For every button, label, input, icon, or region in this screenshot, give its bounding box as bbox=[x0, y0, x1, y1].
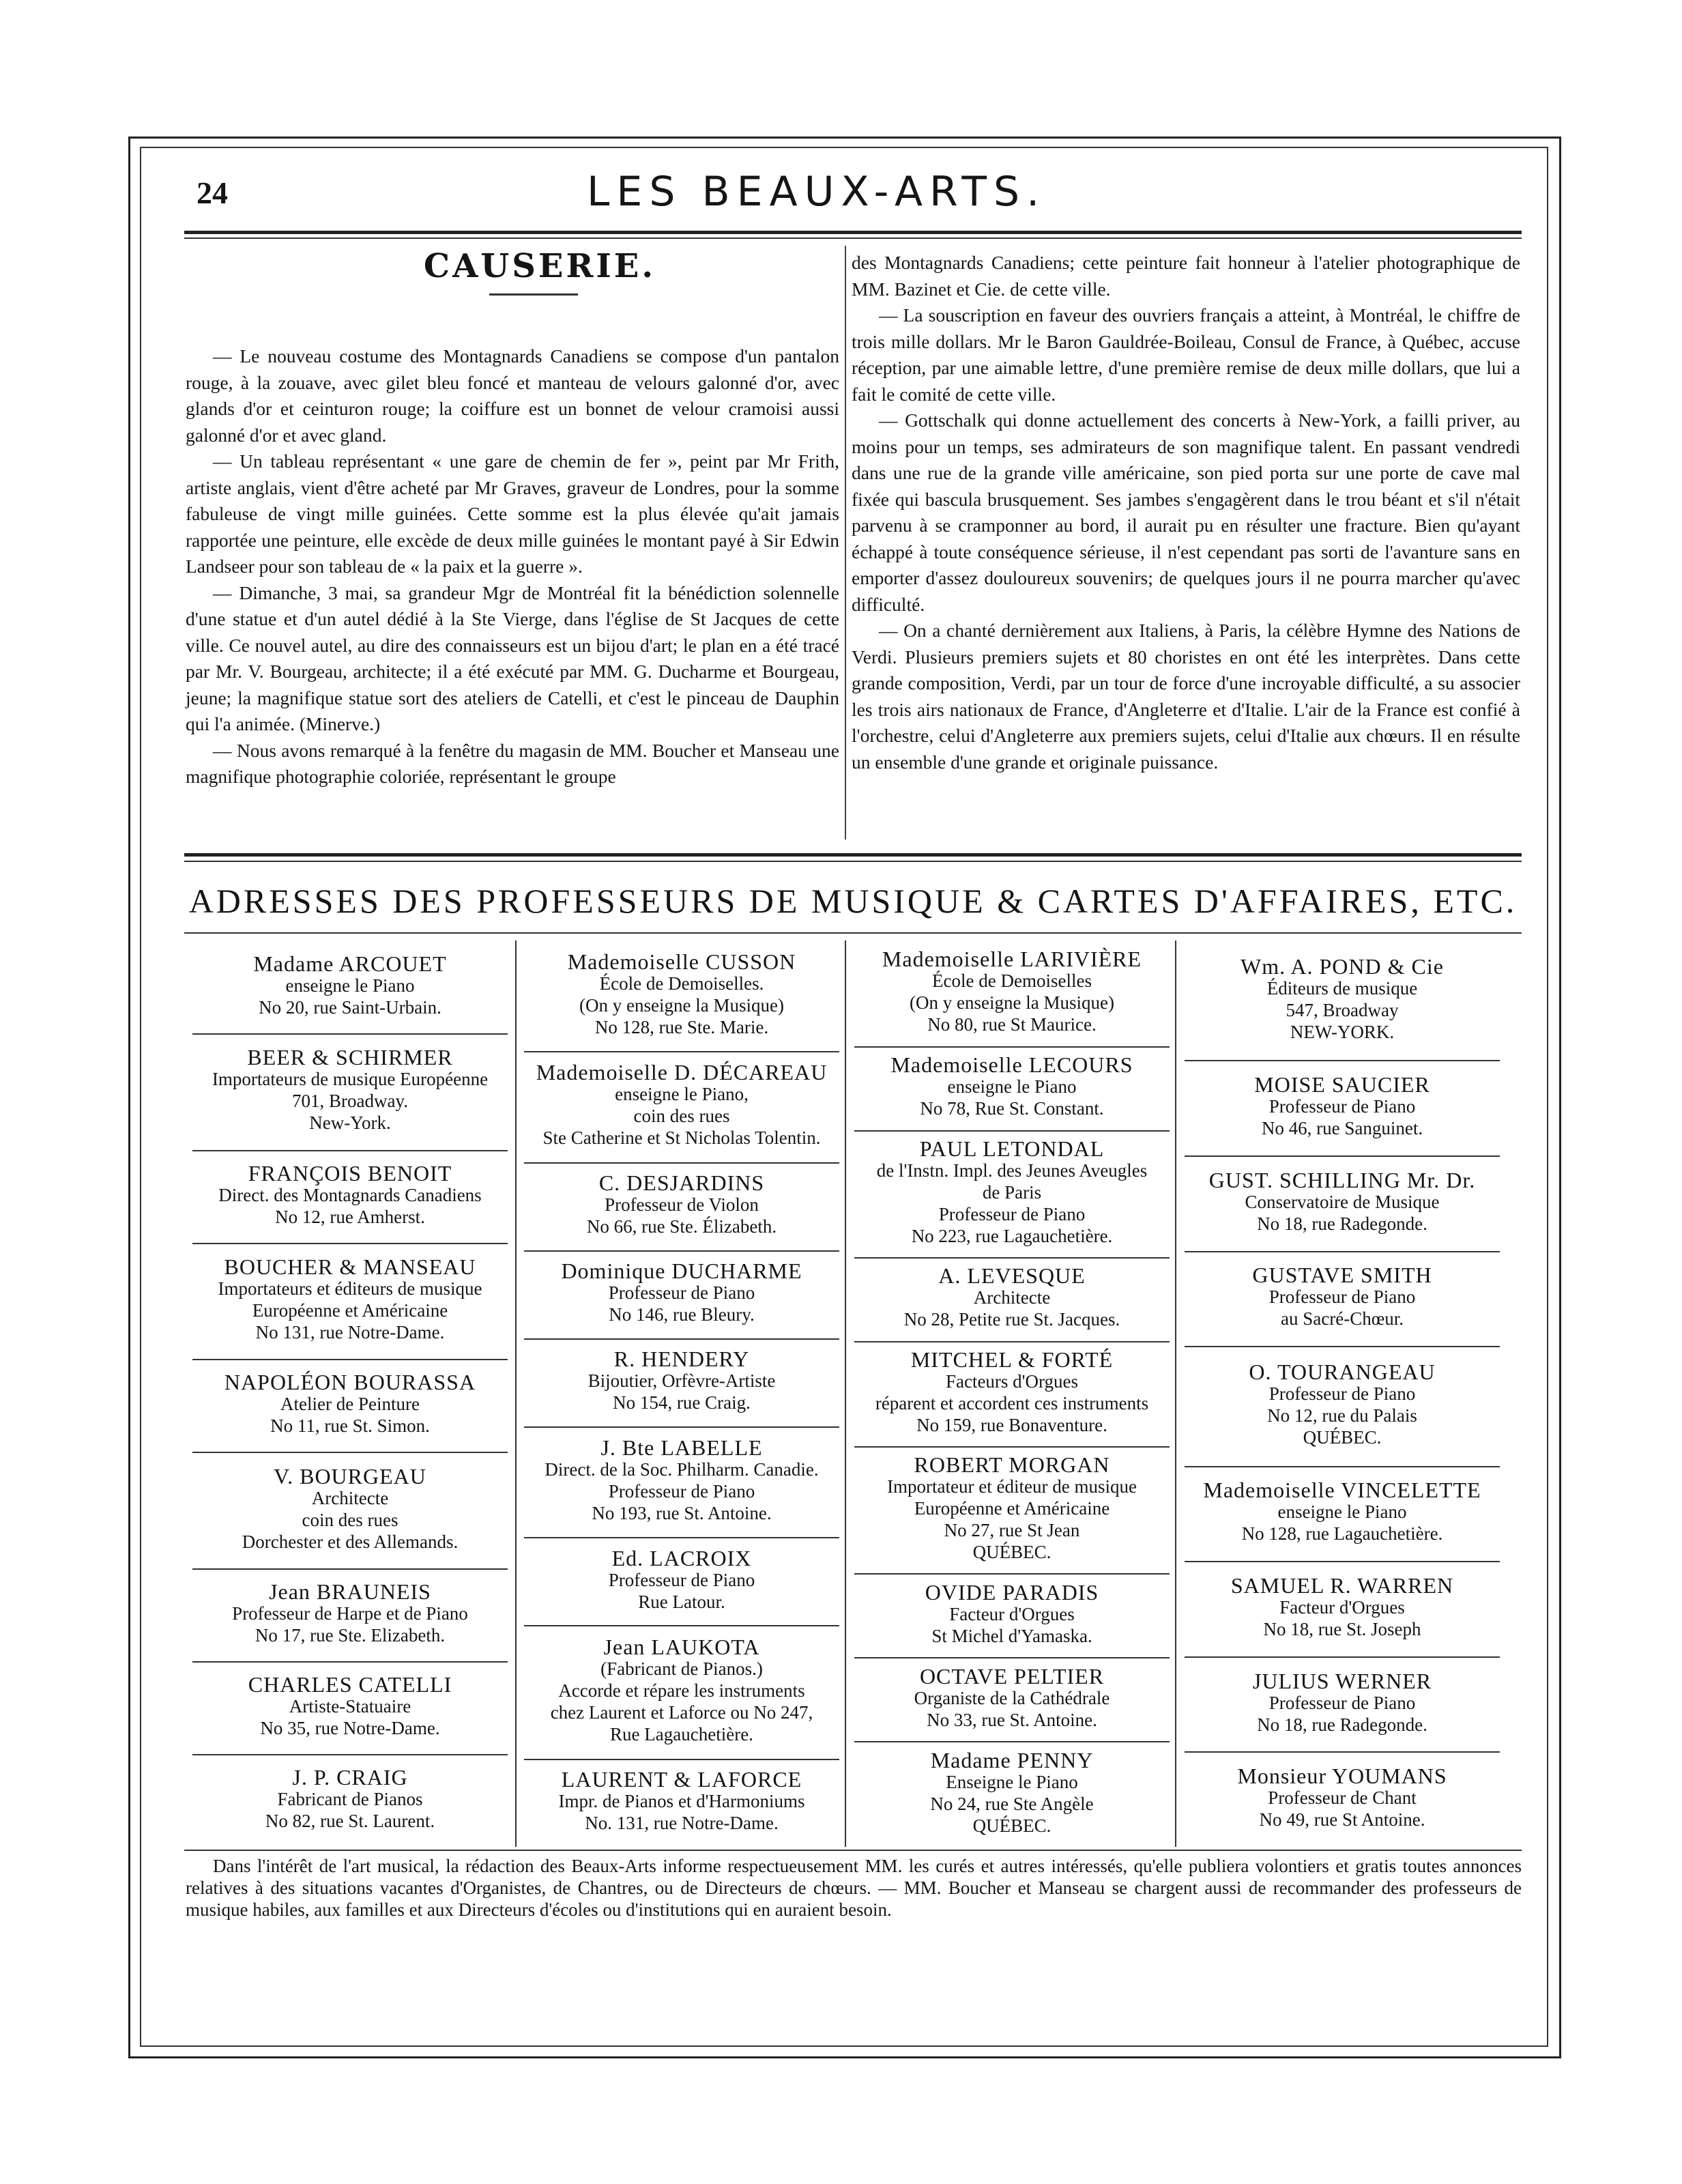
directory-card-line: coin des rues bbox=[633, 1106, 730, 1127]
directory-card-line: réparent et accordent ces instruments bbox=[875, 1393, 1149, 1413]
directory-card-separator bbox=[854, 1741, 1170, 1742]
directory-card-line: Professeur de Piano bbox=[608, 1569, 755, 1590]
directory-card bbox=[847, 1138, 1176, 1247]
directory-card-separator bbox=[854, 1257, 1170, 1259]
directory-column bbox=[1178, 940, 1507, 1847]
directory-grid bbox=[186, 940, 1523, 1847]
directory-column bbox=[186, 940, 514, 1847]
directory-card bbox=[517, 1348, 846, 1413]
directory-card-line: No 12, rue Amherst. bbox=[275, 1206, 425, 1227]
directory-card-name: V. BOURGEAU bbox=[274, 1463, 426, 1489]
directory-card-separator bbox=[192, 1033, 508, 1035]
directory-card-line: Importateurs et éditeurs de musique bbox=[218, 1278, 482, 1299]
directory-card-name: A. LEVESQUE bbox=[938, 1263, 1086, 1289]
directory-card-name: Madame ARCOUET bbox=[253, 951, 447, 976]
directory-card-line: No 154, rue Craig. bbox=[613, 1392, 751, 1413]
directory-card-line: Impr. de Pianos et d'Harmoniums bbox=[558, 1791, 805, 1812]
directory-card bbox=[517, 1768, 846, 1834]
directory-card-separator bbox=[1185, 1466, 1500, 1467]
causerie-left-column bbox=[186, 246, 839, 790]
directory-card-name: JULIUS WERNER bbox=[1252, 1668, 1432, 1693]
notice bbox=[186, 1855, 1522, 1921]
directory-card-line: Artiste-Statuaire bbox=[289, 1696, 411, 1717]
directory-card bbox=[186, 953, 514, 1018]
directory-card bbox=[186, 1046, 514, 1134]
directory-card-line: de Paris bbox=[982, 1181, 1042, 1203]
directory-card bbox=[1178, 1074, 1507, 1139]
directory-card-name: Dominique DUCHARME bbox=[561, 1259, 802, 1284]
directory-card-name: Mademoiselle CUSSON bbox=[567, 949, 796, 975]
directory-card bbox=[847, 948, 1176, 1035]
notice-rule bbox=[184, 1850, 1522, 1851]
directory-column bbox=[847, 940, 1176, 1847]
causerie-paragraph: — Nous avons remarqué à la fenêtre du magasin de MM. Boucher et Manseau une magnifique photographie coloriée, représentant le groupe bbox=[186, 739, 839, 787]
directory-card-separator bbox=[1185, 1251, 1500, 1252]
directory-card bbox=[847, 1749, 1176, 1837]
directory-card-line: (On y enseigne la Musique) bbox=[910, 992, 1114, 1014]
directory-card-separator bbox=[524, 1250, 839, 1252]
directory-card-name: Mademoiselle LECOURS bbox=[890, 1052, 1133, 1078]
directory-card-line: NEW-YORK. bbox=[1290, 1021, 1395, 1042]
directory-card-name: GUSTAVE SMITH bbox=[1252, 1263, 1432, 1288]
directory-card-line: No 131, rue Notre-Dame. bbox=[255, 1322, 445, 1343]
directory-card-line: 701, Broadway. bbox=[292, 1091, 408, 1112]
directory-card-line: Facteur d'Orgues bbox=[949, 1603, 1075, 1624]
directory-card-line: QUÉBEC. bbox=[972, 1815, 1052, 1836]
directory-card bbox=[517, 1061, 846, 1149]
directory-card-line: No 18, rue Radegonde. bbox=[1257, 1714, 1427, 1735]
directory-card-name: MOISE SAUCIER bbox=[1254, 1072, 1430, 1097]
notice-paragraph: Dans l'intérêt de l'art musical, la rédaction des Beaux-Arts informe respectueusement MM. les curés et autres intéressés, qu'elle publiera volontiers et gratis toutes annonces relatives à des situations vacantes d'Organistes, de Chantres, ou de Directeurs de chœurs. — MM. Boucher et Manseau se chargent aussi de recommander des professeurs de musique habiles, aux familles et aux Directeurs d'écoles ou d'institutions qui en auraient besoin. bbox=[186, 1856, 1522, 1920]
section-rule-thin bbox=[184, 861, 1522, 862]
directory-card-line: Éditeurs de musique bbox=[1266, 977, 1418, 998]
directory-card-line: (On y enseigne la Musique) bbox=[579, 995, 784, 1016]
directory-card bbox=[847, 1054, 1176, 1119]
page-number: 24 bbox=[197, 175, 228, 210]
directory-card-name: Mademoiselle LARIVIÈRE bbox=[882, 947, 1142, 972]
directory-card-name: Madame PENNY bbox=[930, 1747, 1094, 1772]
directory-card-line: Fabricant de Pianos bbox=[277, 1789, 423, 1810]
directory-rule bbox=[184, 932, 1522, 934]
causerie-paragraph: — Le nouveau costume des Montagnards Canadiens se compose d'un pantalon rouge, à la zouave, avec gilet bleu foncé et manteau de velours galonné d'or, avec glands d'or et ceinturon rouge; la coiffure est un bonnet de velour cramoisi aussi galonné d'or et avec gland. bbox=[186, 345, 839, 446]
directory-card-name: C. DESJARDINS bbox=[598, 1170, 765, 1196]
directory-card-line: Atelier de Peinture bbox=[280, 1394, 420, 1415]
directory-card-name: Jean LAUKOTA bbox=[603, 1635, 760, 1660]
directory-card-line: No 24, rue Ste Angèle bbox=[930, 1793, 1094, 1814]
directory-card-line: No 82, rue St. Laurent. bbox=[265, 1811, 435, 1832]
causerie-paragraph: — Gottschalk qui donne actuellement des concerts à New-York, a failli priver, au moins pour un temps, ses admirateurs de son magnifique talent. En passant vendredi dans une rue de la grande ville américaine, son pied porta sur une porte de cave mal fixée qui bascula brusquement. Ses jambes s'engagèrent dans le trou béant et s'il n'était parvenu à se cramponner au bord, il aurait pu en résulter une fracture. Bien qu'ayant échappé à toute conséquence sérieuse, il n'est cependant pas sorti de l'avanture sans en emporter d'assez douloureux souvenirs; de quelques jours il ne pourra marcher qu'avec difficulté. bbox=[852, 410, 1520, 615]
directory-card-separator bbox=[524, 1537, 839, 1538]
directory-card bbox=[847, 1265, 1176, 1330]
directory-card-line: Architecte bbox=[311, 1487, 389, 1508]
directory-card-name: SAMUEL R. WARREN bbox=[1230, 1572, 1454, 1598]
directory-card bbox=[186, 1673, 514, 1739]
directory-card-name: GUST. SCHILLING Mr. Dr. bbox=[1208, 1167, 1476, 1192]
directory-card-name: NAPOLÉON BOURASSA bbox=[224, 1370, 476, 1395]
directory-card-line: St Michel d'Yamaska. bbox=[931, 1625, 1092, 1646]
directory-card-name: Ed. LACROIX bbox=[611, 1545, 752, 1570]
directory-card-line: No 146, rue Bleury. bbox=[609, 1304, 755, 1325]
directory-card-line: École de Demoiselles. bbox=[599, 973, 764, 994]
directory-card-name: O. TOURANGEAU bbox=[1249, 1359, 1436, 1384]
directory-card-line: Professeur de Piano bbox=[1268, 1096, 1416, 1117]
directory-card-line: Conservatoire de Musique bbox=[1245, 1191, 1440, 1212]
directory-card-line: No 35, rue Notre-Dame. bbox=[260, 1718, 440, 1739]
directory-card-line: No 49, rue St Antoine. bbox=[1259, 1809, 1425, 1830]
directory-card-line: No 223, rue Lagauchetière. bbox=[911, 1225, 1113, 1246]
directory-card bbox=[186, 1371, 514, 1437]
directory-card-line: No 28, Petite rue St. Jacques. bbox=[903, 1309, 1120, 1330]
directory-card-separator bbox=[192, 1243, 508, 1244]
directory-card-separator bbox=[192, 1452, 508, 1453]
directory-card-separator bbox=[192, 1568, 508, 1570]
directory-card-line: No 66, rue Ste. Élizabeth. bbox=[586, 1216, 777, 1237]
directory-card-name: BOUCHER & MANSEAU bbox=[224, 1254, 476, 1280]
directory-card-line: No 80, rue St Maurice. bbox=[927, 1014, 1097, 1035]
directory-card-name: PAUL LETONDAL bbox=[919, 1136, 1105, 1161]
directory-card-name: J. Bte LABELLE bbox=[600, 1435, 763, 1461]
directory-card-name: FRANÇOIS BENOIT bbox=[248, 1160, 452, 1186]
directory-card-line: No 33, rue St. Antoine. bbox=[927, 1709, 1097, 1730]
directory-card bbox=[847, 1349, 1176, 1436]
directory-column bbox=[517, 940, 846, 1847]
causerie-paragraph: — Un tableau représentant « une gare de chemin de fer », peint par Mr Frith, artiste anglais, vient d'être acheté par Mr Graves, graveur de Londres, pour la somme fabuleuse de vingt mille guinées. Cette somme est la plus élevée qu'ait jamais rapportée une peinture, elle excède de deux mille guinées le montant payé à Sir Edwin Landseer pour son tableau de « la paix et la guerre ». bbox=[186, 450, 839, 577]
directory-card-separator bbox=[854, 1573, 1170, 1575]
directory-card bbox=[1178, 1264, 1507, 1330]
directory-card-line: Professeur de Chant bbox=[1268, 1787, 1417, 1809]
directory-card bbox=[517, 1437, 846, 1524]
directory-card-name: OVIDE PARADIS bbox=[925, 1579, 1099, 1605]
directory-card-line: No 18, rue St. Joseph bbox=[1263, 1618, 1421, 1639]
directory-card-name: BEER & SCHIRMER bbox=[247, 1045, 453, 1070]
directory-card bbox=[186, 1766, 514, 1832]
directory-card-line: Organiste de la Cathédrale bbox=[914, 1687, 1110, 1708]
directory-card-line: Accorde et répare les instruments bbox=[558, 1680, 805, 1701]
directory-card-name: ROBERT MORGAN bbox=[914, 1452, 1110, 1478]
directory-card-separator bbox=[1185, 1751, 1500, 1753]
directory-card-separator bbox=[524, 1338, 839, 1340]
directory-card-separator bbox=[192, 1150, 508, 1151]
section-rule bbox=[184, 853, 1522, 857]
directory-card-line: Ste Catherine et St Nicholas Tolentin. bbox=[542, 1127, 821, 1149]
directory-card bbox=[517, 1636, 846, 1745]
directory-card-separator bbox=[1185, 1155, 1500, 1157]
directory-card-line: École de Demoiselles bbox=[932, 971, 1092, 992]
directory-card-line: Professeur de Piano bbox=[1268, 1692, 1416, 1713]
directory-card-separator bbox=[1185, 1346, 1500, 1347]
directory-card-separator bbox=[854, 1657, 1170, 1658]
directory-card-line: Importateur et éditeur de musique bbox=[887, 1476, 1137, 1497]
directory-card-separator bbox=[854, 1446, 1170, 1448]
causerie-right-column bbox=[852, 250, 1520, 775]
directory-card-line: Européenne et Américaine bbox=[252, 1300, 448, 1321]
directory-card-line: Professeur de Violon bbox=[605, 1194, 759, 1216]
directory-card bbox=[1178, 1572, 1507, 1640]
directory-card-separator bbox=[1185, 1060, 1500, 1061]
directory-card-name: Jean BRAUNEIS bbox=[269, 1579, 431, 1605]
directory-card-line: Rue Latour. bbox=[638, 1591, 725, 1612]
directory-card-line: Rue Lagauchetière. bbox=[610, 1724, 753, 1745]
causerie-paragraph: — La souscription en faveur des ouvriers français a atteint, à Montréal, le chiffre de trois mille dollars. Mr le Baron Gauldrée-Boileau, Consul de France, à Québec, accuse réception, par une aimable lettre, d'une première remise de deux mille dollars, que lui a fait le comité de cette ville. bbox=[852, 304, 1520, 405]
directory-card-separator bbox=[192, 1661, 508, 1663]
directory-card-separator bbox=[524, 1051, 839, 1052]
directory-card-line: Professeur de Harpe et de Piano bbox=[232, 1603, 468, 1624]
directory-card-line: Architecte bbox=[973, 1287, 1051, 1308]
directory-card-separator bbox=[1185, 1656, 1500, 1658]
directory-card bbox=[1178, 1765, 1507, 1830]
directory-card bbox=[517, 1547, 846, 1613]
directory-card-line: New-York. bbox=[309, 1112, 391, 1134]
directory-card-line: enseigne le Piano bbox=[947, 1076, 1077, 1097]
directory-card-separator bbox=[524, 1625, 839, 1626]
directory-card-line: No 193, rue St. Antoine. bbox=[592, 1503, 772, 1524]
directory-card-name: Mademoiselle D. DÉCAREAU bbox=[536, 1060, 828, 1085]
directory-card-line: No 78, Rue St. Constant. bbox=[920, 1098, 1104, 1119]
directory-card-line: Direct. des Montagnards Canadiens bbox=[218, 1184, 482, 1205]
directory-card-line: Professeur de Piano bbox=[608, 1481, 755, 1502]
directory-card-name: OCTAVE PELTIER bbox=[919, 1663, 1105, 1689]
directory-card-line: 547, Broadway bbox=[1286, 999, 1399, 1020]
directory-card-separator bbox=[524, 1759, 839, 1760]
directory-card bbox=[847, 1581, 1176, 1647]
directory-card-line: Facteurs d'Orgues bbox=[945, 1371, 1079, 1392]
directory-card-line: Professeur de Piano bbox=[1268, 1383, 1416, 1404]
directory-card bbox=[847, 1665, 1176, 1731]
directory-card-line: (Fabricant de Pianos.) bbox=[600, 1658, 763, 1680]
directory-card-line: No 12, rue du Palais bbox=[1267, 1405, 1417, 1426]
causerie-paragraph: des Montagnards Canadiens; cette peinture fait honneur à l'atelier photographique de MM. Bazinet et Cie. de cette ville. bbox=[852, 252, 1520, 300]
directory-card-name: Monsieur YOUMANS bbox=[1237, 1764, 1447, 1789]
directory-card-separator bbox=[854, 1130, 1170, 1132]
directory-card-line: au Sacré-Chœur. bbox=[1281, 1308, 1404, 1330]
directory-card-name: Wm. A. POND & Cie bbox=[1241, 953, 1444, 979]
directory-card-line: enseigne le Piano, bbox=[615, 1084, 749, 1105]
directory-card-line: chez Laurent et Laforce ou No 247, bbox=[550, 1702, 813, 1723]
directory-card-name: LAURENT & LAFORCE bbox=[561, 1767, 802, 1792]
directory-card-line: enseigne le Piano bbox=[285, 975, 415, 996]
directory-card bbox=[517, 1260, 846, 1325]
directory-card-line: coin des rues bbox=[302, 1509, 398, 1530]
directory-card-separator bbox=[1185, 1561, 1500, 1562]
directory-card-name: CHARLES CATELLI bbox=[248, 1672, 452, 1697]
directory-card-name: Mademoiselle VINCELETTE bbox=[1203, 1478, 1481, 1503]
directory-card-line: No 128, rue Lagauchetière. bbox=[1241, 1523, 1443, 1544]
directory-card-line: Européenne et Américaine bbox=[914, 1498, 1110, 1519]
directory-card-line: Professeur de Piano bbox=[1268, 1287, 1416, 1308]
directory-card-line: No 11, rue St. Simon. bbox=[270, 1416, 430, 1437]
directory-card-name: J. P. CRAIG bbox=[292, 1765, 408, 1790]
directory-card bbox=[186, 1581, 514, 1646]
directory-card bbox=[847, 1454, 1176, 1563]
directory-card-line: No 18, rue Radegonde. bbox=[1257, 1213, 1427, 1234]
directory-card-line: Dorchester et des Allemands. bbox=[242, 1531, 459, 1552]
directory-card-separator bbox=[854, 1341, 1170, 1342]
directory-card bbox=[1178, 1169, 1507, 1235]
directory-card-line: No 46, rue Sanguinet. bbox=[1261, 1118, 1423, 1139]
directory-card bbox=[1178, 953, 1507, 1043]
directory-card bbox=[1178, 1361, 1507, 1448]
directory-card-separator bbox=[524, 1426, 839, 1428]
directory-card-line: Professeur de Piano bbox=[608, 1282, 755, 1304]
directory-card-name: MITCHEL & FORTÉ bbox=[910, 1347, 1114, 1372]
column-divider bbox=[845, 246, 846, 839]
directory-card-line: Importateurs de musique Européenne bbox=[212, 1069, 489, 1090]
causerie-title-rule bbox=[489, 293, 578, 296]
directory-card bbox=[1178, 1479, 1507, 1544]
causerie-paragraph: — Dimanche, 3 mai, sa grandeur Mgr de Montréal fit la bénédiction solennelle d'une statue et d'un autel dédié à la Ste Vierge, dans l'église de St Jacques de cette ville. Ce nouvel autel, au dire des connaisseurs est un bijou d'art; le plan en a été tracé par Mr. V. Bourgeau, architecte; il a été exécuté par MM. G. Ducharme et Bourgeau, jeune; la magnifique statue sort des ateliers de Catelli, et c'est le pinceau de Dauphin qui l'a animée. (Minerve.) bbox=[186, 581, 839, 734]
directory-card-line: No 159, rue Bonaventure. bbox=[916, 1415, 1107, 1435]
directory-card bbox=[1178, 1670, 1507, 1736]
header-rule bbox=[184, 231, 1522, 234]
directory-card bbox=[186, 1162, 514, 1228]
journal-title: LES BEAUX-ARTS. bbox=[587, 168, 1047, 216]
directory-card-line: Bijoutier, Orfèvre-Artiste bbox=[588, 1370, 776, 1392]
causerie-title: CAUSERIE. bbox=[423, 247, 656, 285]
directory-title: ADRESSES DES PROFESSEURS DE MUSIQUE & CARTES D'AFFAIRES, ETC. bbox=[188, 882, 1518, 920]
directory-card-line: No. 131, rue Notre-Dame. bbox=[585, 1813, 779, 1834]
directory-card-line: No 20, rue Saint-Urbain. bbox=[259, 996, 441, 1018]
directory-card-separator bbox=[192, 1359, 508, 1360]
directory-card-line: Facteur d'Orgues bbox=[1279, 1596, 1405, 1618]
directory-card bbox=[186, 1465, 514, 1553]
directory-card-separator bbox=[524, 1162, 839, 1164]
directory-card-line: de l'Instn. Impl. des Jeunes Aveugles bbox=[876, 1160, 1148, 1181]
header-rule-thin bbox=[184, 238, 1522, 239]
directory-card bbox=[517, 951, 846, 1038]
directory-card-separator bbox=[854, 1046, 1170, 1048]
causerie-paragraph: — On a chanté dernièrement aux Italiens, à Paris, la célèbre Hymne des Nations de Verdi. Plusieurs premiers sujets et 80 choristes en ont été les interprètes. Dans cette grande composition, Verdi, par un tour de force d'une incroyable difficulté, a su associer les trois airs nationaux de France, d'Angleterre et d'Italie. L'air de la France est confié à l'orchestre, celui d'Angleterre aux premiers sujets, celui d'Italie aux chœurs. Il en résulte un ensemble d'une grande et originale puissance. bbox=[852, 620, 1520, 773]
directory-card-line: No 17, rue Ste. Elizabeth. bbox=[255, 1625, 446, 1646]
directory-card-line: No 27, rue St Jean bbox=[944, 1520, 1080, 1541]
directory-column-divider bbox=[515, 940, 517, 1847]
directory-card-line: QUÉBEC. bbox=[972, 1542, 1052, 1563]
directory-card-name: R. HENDERY bbox=[613, 1347, 750, 1372]
directory-card-line: Professeur de Piano bbox=[938, 1203, 1086, 1224]
directory-card-line: Direct. de la Soc. Philharm. Canadie. bbox=[545, 1459, 819, 1480]
directory-card-separator bbox=[192, 1754, 508, 1755]
directory-card bbox=[517, 1172, 846, 1237]
directory-card-line: enseigne le Piano bbox=[1277, 1502, 1407, 1523]
directory-card-line: QUÉBEC. bbox=[1303, 1426, 1382, 1448]
directory-card-line: Enseigne le Piano bbox=[946, 1771, 1078, 1792]
directory-card bbox=[186, 1256, 514, 1343]
directory-card-line: No 128, rue Ste. Marie. bbox=[594, 1017, 769, 1038]
